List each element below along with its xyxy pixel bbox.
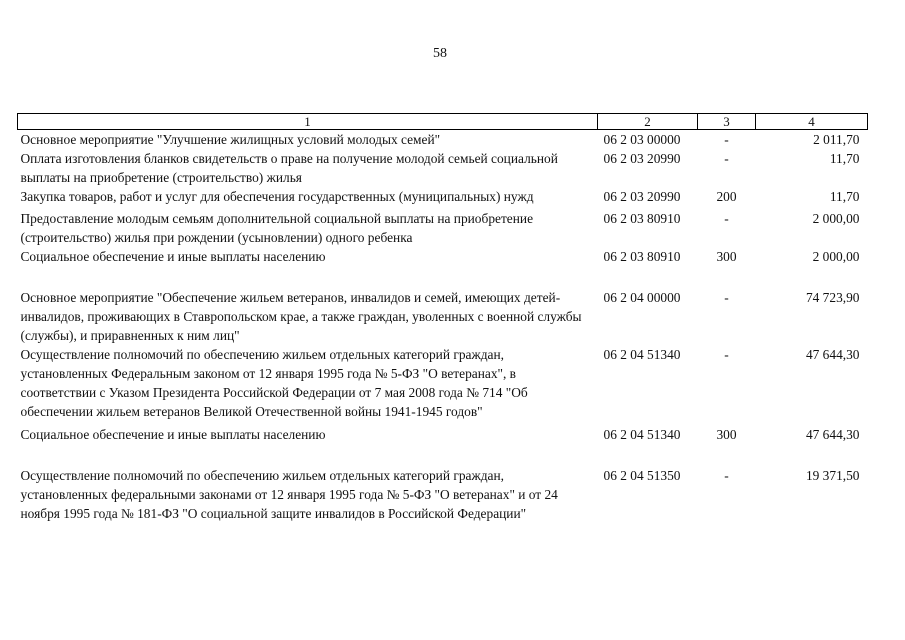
row-description: Осуществление полномочий по обеспечению жильем отдельных категорий граждан, установленных Федеральным законом от 12 января 1995 года № 5-ФЗ "О ветеранах", в соответствии с Указом Президента Российской Федерации от 7 мая 2008 года № 714 "Об обеспечении жильем ветеранов Великой Отечественной войны 1941-1945 годов" bbox=[20, 347, 528, 419]
row-description: Социальное обеспечение и иные выплаты населению bbox=[20, 249, 326, 264]
row-code: 06 2 03 20990 bbox=[603, 189, 681, 204]
row-code: 06 2 03 20990 bbox=[603, 151, 681, 166]
table-row bbox=[18, 247, 868, 288]
budget-table bbox=[17, 113, 868, 523]
table-row bbox=[18, 209, 868, 247]
row-code: 06 2 03 80910 bbox=[603, 249, 681, 264]
column-header-1: 1 bbox=[18, 114, 598, 130]
table-row bbox=[18, 425, 868, 466]
column-header-3: 3 bbox=[698, 114, 756, 130]
row-type: - bbox=[724, 468, 729, 483]
row-type: 200 bbox=[716, 189, 737, 204]
row-description: Предоставление молодым семьям дополнительной социальной выплаты на приобретение (строительство) жилья при рождении (усыновлении) одного ребенка bbox=[20, 211, 534, 245]
row-amount: 11,70 bbox=[829, 189, 860, 204]
row-code: 06 2 04 51350 bbox=[603, 468, 681, 483]
table-header-row bbox=[18, 114, 868, 130]
row-description: Осуществление полномочий по обеспечению жильем отдельных категорий граждан, установленных федеральными законами от 12 января 1995 года № 5-ФЗ "О ветеранах" и от 24 ноября 1995 года № 181-ФЗ "О социальной защите инвалидов в Российской Федерации" bbox=[20, 468, 558, 521]
row-amount: 47 644,30 bbox=[805, 427, 860, 442]
row-type: - bbox=[724, 151, 729, 166]
row-description: Закупка товаров, работ и услуг для обеспечения государственных (муниципальных) нужд bbox=[20, 189, 534, 204]
table-row bbox=[18, 149, 868, 187]
table-row bbox=[18, 345, 868, 425]
table-row bbox=[18, 130, 868, 150]
row-amount: 2 000,00 bbox=[812, 211, 860, 226]
table-body bbox=[18, 130, 868, 524]
row-type: - bbox=[724, 347, 729, 362]
row-description: Оплата изготовления бланков свидетельств о праве на получение молодой семьей социальной выплаты на приобретение (строительство) жилья bbox=[20, 151, 558, 185]
row-code: 06 2 03 80910 bbox=[603, 211, 681, 226]
row-code: 06 2 04 00000 bbox=[603, 290, 681, 305]
page-number: 58 bbox=[433, 46, 447, 61]
row-type: 300 bbox=[716, 427, 737, 442]
table-row bbox=[18, 466, 868, 523]
row-code: 06 2 04 51340 bbox=[603, 427, 681, 442]
row-amount: 47 644,30 bbox=[805, 347, 860, 362]
row-type: 300 bbox=[716, 249, 737, 264]
row-description: Социальное обеспечение и иные выплаты населению bbox=[20, 427, 326, 442]
row-amount: 74 723,90 bbox=[805, 290, 860, 305]
row-type: - bbox=[724, 290, 729, 305]
row-description: Основное мероприятие "Обеспечение жильем ветеранов, инвалидов и семей, имеющих детей-инвалидов, проживающих в Ставропольском крае, а также граждан, уволенных с военной службы (службы), и приравненных к ним лиц" bbox=[20, 290, 582, 343]
row-description: Основное мероприятие "Улучшение жилищных условий молодых семей" bbox=[20, 132, 441, 147]
column-header-2: 2 bbox=[598, 114, 698, 130]
row-type: - bbox=[724, 132, 729, 147]
row-amount: 2 011,70 bbox=[813, 132, 860, 147]
table-row bbox=[18, 288, 868, 345]
table-row bbox=[18, 187, 868, 209]
row-code: 06 2 03 00000 bbox=[603, 132, 681, 147]
row-amount: 19 371,50 bbox=[805, 468, 860, 483]
row-amount: 11,70 bbox=[829, 151, 860, 166]
column-header-4: 4 bbox=[756, 114, 868, 130]
row-code: 06 2 04 51340 bbox=[603, 347, 681, 362]
row-type: - bbox=[724, 211, 729, 226]
row-amount: 2 000,00 bbox=[812, 249, 860, 264]
